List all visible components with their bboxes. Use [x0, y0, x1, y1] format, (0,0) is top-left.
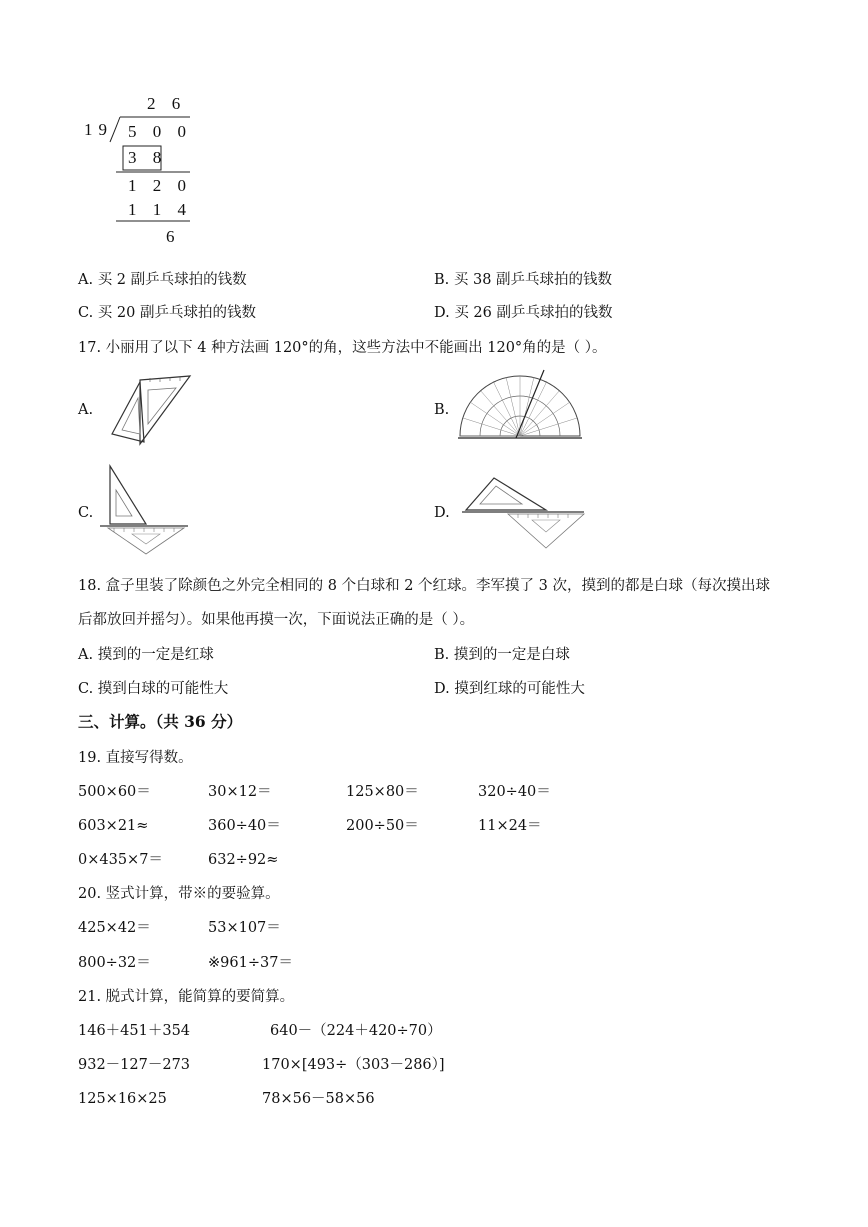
- q16-option-d: D. 买 26 副乒乓球拍的钱数: [434, 305, 613, 321]
- q20-stem: 20. 竖式计算，带※的要验算。: [78, 886, 280, 902]
- division-divisor: 19: [84, 120, 113, 139]
- q19-item: 30×12＝: [208, 784, 272, 800]
- q17-option-c-label: C.: [78, 505, 94, 521]
- q19-item: 320÷40＝: [478, 784, 551, 800]
- q20-item: ※961÷37＝: [208, 955, 293, 971]
- q19-item: 632÷92≈: [208, 852, 279, 868]
- q17-option-d-label: D.: [434, 505, 450, 521]
- q19-item: 11×24＝: [478, 818, 542, 834]
- q19-item: 0×435×7＝: [78, 852, 163, 868]
- q16-option-c: C. 买 20 副乒乓球拍的钱数: [78, 305, 256, 321]
- q21-item: 932－127－273: [78, 1057, 191, 1073]
- q19-item: 360÷40＝: [208, 818, 281, 834]
- section-3-title: 三、计算。（共 36 分）: [78, 712, 243, 731]
- q21-item: 78×56－58×56: [262, 1091, 375, 1107]
- q18-option-d: D. 摸到红球的可能性大: [434, 681, 585, 697]
- division-row-3: 1 2 0: [128, 176, 192, 195]
- q20-item: 53×107＝: [208, 920, 281, 936]
- q20-item: 800÷32＝: [78, 955, 151, 971]
- q19-item: 500×60＝: [78, 784, 151, 800]
- q19-item: 200÷50＝: [346, 818, 419, 834]
- q21-item: 146＋451＋354: [78, 1023, 191, 1039]
- division-remainder: 6: [166, 227, 181, 246]
- division-dividend: 5 0 0: [128, 122, 192, 141]
- q19-item: 125×80＝: [346, 784, 419, 800]
- division-bracket-lines: [84, 90, 214, 250]
- q17-figure-c-set-square-ruler: [100, 462, 190, 556]
- q17-figure-b-protractor: [458, 366, 582, 442]
- q20-item: 425×42＝: [78, 920, 151, 936]
- q21-item: 640－（224＋420÷70）: [270, 1023, 442, 1039]
- q18-option-b: B. 摸到的一定是白球: [434, 647, 570, 663]
- q17-option-b-label: B.: [434, 402, 450, 418]
- q19-stem: 19. 直接写得数。: [78, 750, 193, 766]
- division-row-4: 1 1 4: [128, 200, 192, 219]
- division-quotient: 2 6: [147, 94, 187, 113]
- long-division-figure: [84, 90, 214, 250]
- q21-item: 125×16×25: [78, 1091, 167, 1107]
- division-boxed-product: 3 8: [128, 148, 168, 167]
- q21-stem: 21. 脱式计算，能简算的要简算。: [78, 989, 295, 1005]
- q17-figure-a-set-squares: [100, 372, 195, 447]
- q19-item: 603×21≈: [78, 818, 149, 834]
- q18-stem-line-2: 后都放回并摇匀）。如果他再摸一次，下面说法正确的是（ ）。: [78, 612, 475, 628]
- q16-option-a: A. 买 2 副乒乓球拍的钱数: [78, 272, 247, 288]
- q21-item: 170×[493÷（303－286）]: [262, 1057, 445, 1073]
- q17-stem: 17. 小丽用了以下 4 种方法画 120°的角，这些方法中不能画出 120°角的是（ ）。: [78, 340, 607, 356]
- q18-option-a: A. 摸到的一定是红球: [78, 647, 214, 663]
- q16-option-b: B. 买 38 副乒乓球拍的钱数: [434, 272, 613, 288]
- q17-figure-d-set-squares: [462, 474, 586, 550]
- q18-stem-line-1: 18. 盒子里装了除颜色之外完全相同的 8 个白球和 2 个红球。李军摸了 3 次，摸到的都是白球（每次摸出球: [78, 578, 770, 594]
- q18-option-c: C. 摸到白球的可能性大: [78, 681, 229, 697]
- q17-option-a-label: A.: [78, 402, 94, 418]
